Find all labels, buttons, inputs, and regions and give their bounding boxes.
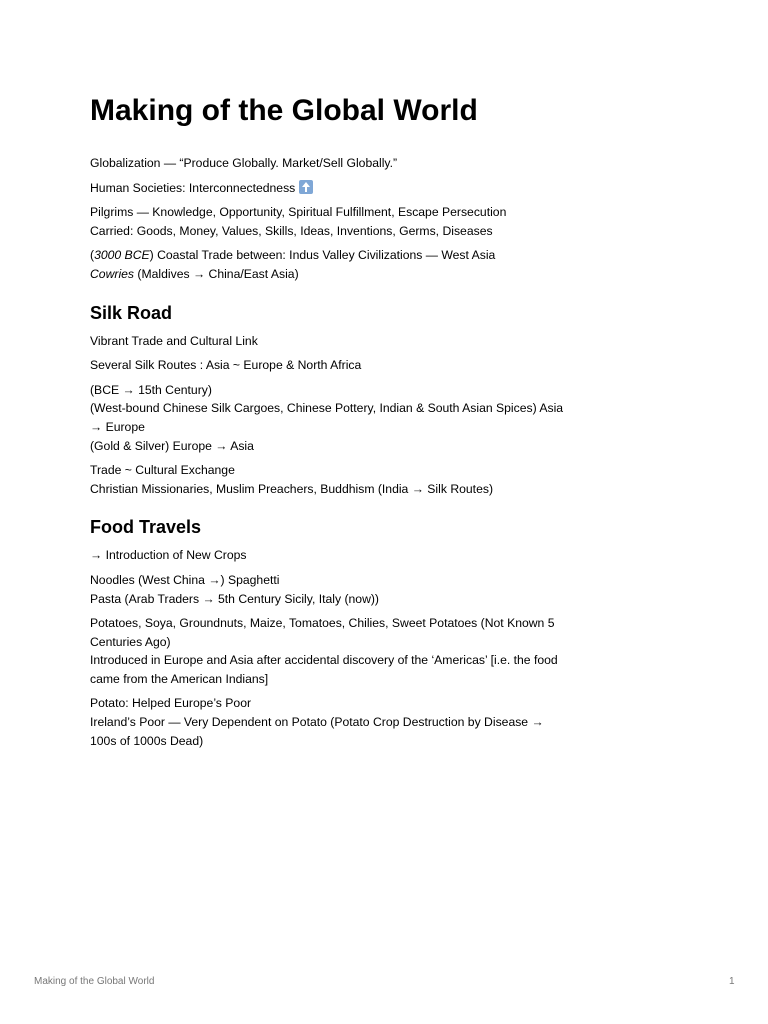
- bce-century-line: (BCE → 15th Century): [90, 382, 212, 397]
- noodles-line: Noodles (West China →) Spaghetti: [90, 572, 280, 587]
- paragraph-pilgrims: [90, 203, 570, 240]
- ireland-line: Ireland’s Poor — Very Dependent on Potato (Potato Crop Destruction by Disease → 100s of 1000s Dead): [90, 715, 544, 748]
- paragraph-vibrant-trade: Vibrant Trade and Cultural Link: [90, 333, 258, 348]
- paren-open: (: [90, 248, 95, 263]
- carried-line: Carried: Goods, Money, Values, Skills, Ideas, Inventions, Germs, Diseases: [90, 223, 493, 238]
- trade-exchange-line: Trade ~ Cultural Exchange: [90, 463, 235, 478]
- paragraph-coastal-trade: [90, 246, 570, 283]
- paragraph-human-societies: [90, 179, 570, 198]
- paragraph-potatoes-list: [90, 614, 570, 688]
- paragraph-cultural-exchange: [90, 461, 570, 498]
- heading-food-travels: Food Travels: [90, 517, 202, 538]
- pilgrims-line: Pilgrims — Knowledge, Opportunity, Spiritual Fulfillment, Escape Persecution: [90, 205, 507, 220]
- paragraph-globalization: Globalization — “Produce Globally. Market/Sell Globally.”: [90, 156, 398, 170]
- document-body: [90, 154, 570, 756]
- americas-line: Introduced in Europe and Asia after accidental discovery of the ‘Americas’ [i.e. the food came from the American Indians]: [90, 653, 558, 686]
- crops-list-line: Potatoes, Soya, Groundnuts, Maize, Tomatoes, Chilies, Sweet Potatoes (Not Known 5 Centuries Ago): [90, 616, 555, 649]
- footer-title: Making of the Global World: [34, 976, 155, 987]
- up-arrow-icon: [299, 180, 313, 194]
- paragraph-bce-century: [90, 381, 570, 455]
- pasta-line: Pasta (Arab Traders → 5th Century Sicily, Italy (now)): [90, 591, 379, 606]
- paragraph-potato-poor: [90, 694, 570, 750]
- westbound-cargo-line: (West-bound Chinese Silk Cargoes, Chinese Pottery, Indian & South Asian Spices) Asia → Europe: [90, 401, 564, 434]
- human-societies-text: Human Societies: Interconnectedness: [90, 180, 296, 195]
- footer-page-number: 1: [729, 976, 735, 987]
- heading-silk-road: Silk Road: [90, 302, 173, 323]
- paragraph-new-crops: → Introduction of New Crops: [90, 548, 247, 563]
- bce-italic: 3000 BCE: [94, 248, 150, 263]
- paragraph-silk-routes: Several Silk Routes : Asia ~ Europe & North Africa: [90, 358, 362, 373]
- page-title: Making of the Global World: [90, 94, 478, 127]
- gold-silver-line: (Gold & Silver) Europe → Asia: [90, 438, 254, 453]
- missionaries-line: Christian Missionaries, Muslim Preachers, Buddhism (India → Silk Routes): [90, 481, 493, 496]
- coastal-trade-text: ) Coastal Trade between: Indus Valley Civilizations — West Asia: [149, 248, 496, 263]
- cowries-italic: Cowries: [90, 266, 135, 281]
- cowries-text: (Maldives → China/East Asia): [134, 266, 299, 281]
- paragraph-noodles: [90, 571, 570, 608]
- potato-europe-line: Potato: Helped Europe’s Poor: [90, 696, 252, 711]
